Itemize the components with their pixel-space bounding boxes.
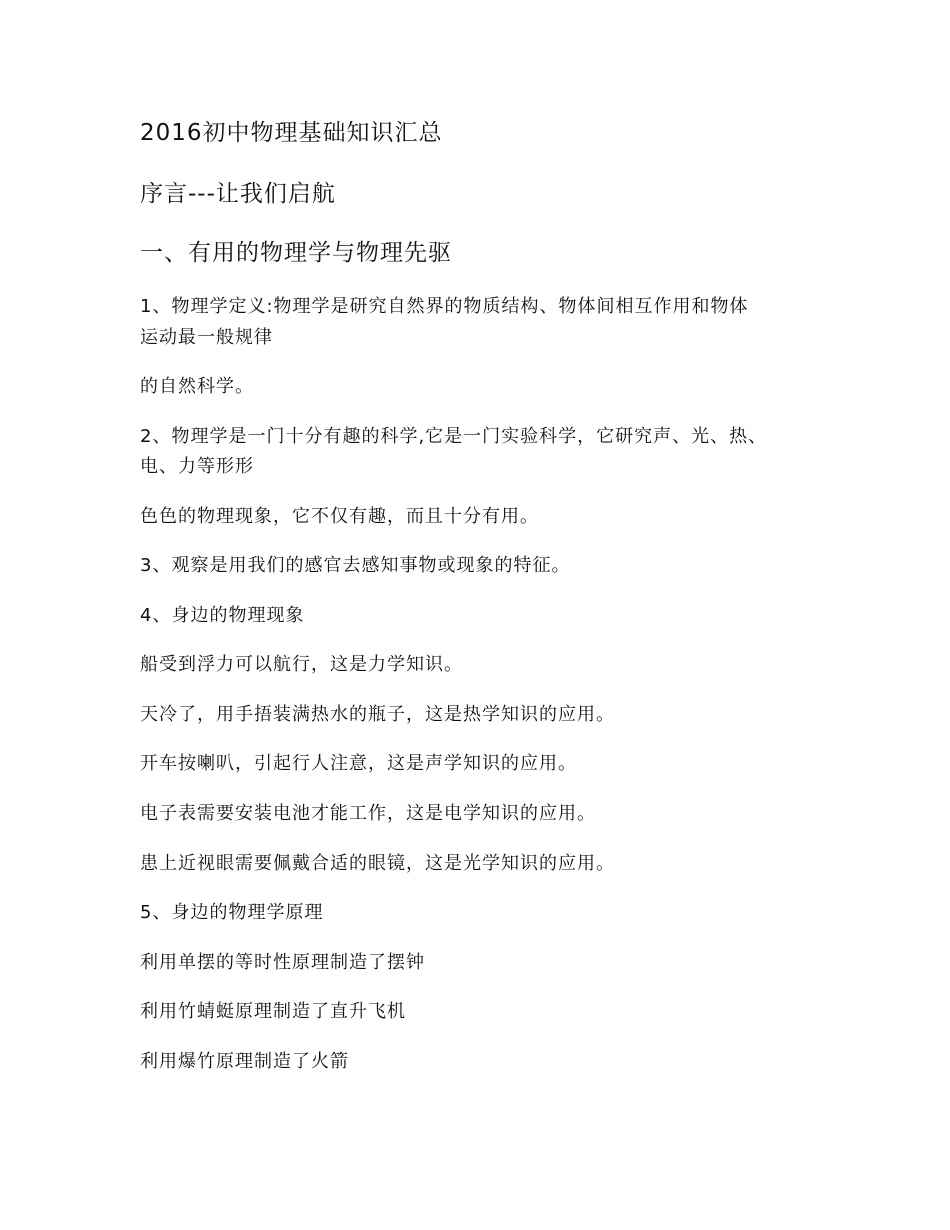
paragraph-line: 4、身边的物理现象 xyxy=(140,605,305,626)
paragraph-line: 的自然科学。 xyxy=(140,376,254,397)
paragraph-line: 利用爆竹原理制造了火箭 xyxy=(140,1051,349,1072)
paragraph-line: 1、物理学定义:物理学是研究自然界的物质结构、物体间相互作用和物体 xyxy=(140,296,749,317)
paragraph-line: 电子表需要安装电池才能工作，这是电学知识的应用。 xyxy=(140,803,596,824)
paragraph-line: 天冷了，用手捂装满热水的瓶子，这是热学知识的应用。 xyxy=(140,704,615,725)
paragraph-line: 色色的物理现象，它不仅有趣，而且十分有用。 xyxy=(140,506,539,527)
paragraph-line: 利用竹蜻蜓原理制造了直升飞机 xyxy=(140,1001,406,1022)
preface-heading: 序言---让我们启航 xyxy=(140,181,336,207)
paragraph-line: 患上近视眼需要佩戴合适的眼镜，这是光学知识的应用。 xyxy=(140,853,615,874)
document-title: 2016初中物理基础知识汇总 xyxy=(140,120,443,146)
section-heading: 一、有用的物理学与物理先驱 xyxy=(140,240,452,266)
paragraph-line: 利用单摆的等时性原理制造了摆钟 xyxy=(140,952,425,973)
paragraph-line: 电、力等形形 xyxy=(140,456,254,477)
paragraph-line: 2、物理学是一门十分有趣的科学,它是一门实验科学，它研究声、光、热、 xyxy=(140,426,768,447)
paragraph-line: 开车按喇叭，引起行人注意，这是声学知识的应用。 xyxy=(140,753,577,774)
paragraph-line: 船受到浮力可以航行，这是力学知识。 xyxy=(140,654,463,675)
paragraph-line: 3、观察是用我们的感官去感知事物或现象的特征。 xyxy=(140,555,571,576)
paragraph-line: 5、身边的物理学原理 xyxy=(140,902,324,923)
paragraph-line: 运动最一般规律 xyxy=(140,327,273,348)
